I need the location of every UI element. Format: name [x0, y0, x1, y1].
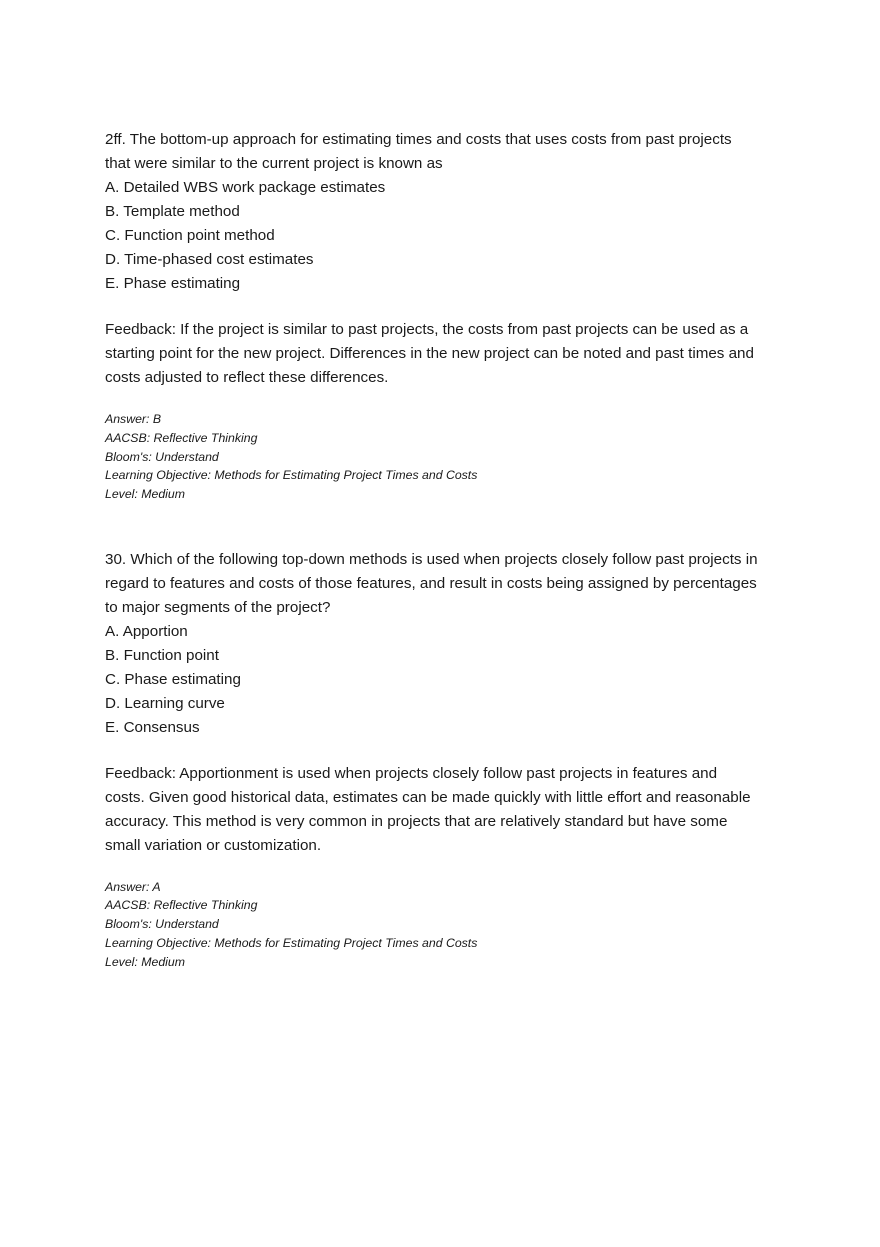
metadata-aacsb: AACSB: Reflective Thinking [105, 898, 258, 913]
answer-option: E. Phase estimating [105, 275, 241, 293]
spacer [105, 858, 758, 878]
answer-options-list [105, 620, 758, 740]
metadata-answer: Answer: B [105, 412, 162, 427]
question-block [105, 128, 758, 504]
answer-option: D. Learning curve [105, 694, 225, 712]
answer-option: A. Apportion [105, 622, 188, 640]
question-block [105, 548, 758, 972]
question-stem: 30. Which of the following top-down methods is used when projects closely follow past projects in regard to features and costs of those features, and result in costs being assigned by percentages to major segments of the project? [105, 550, 758, 616]
answer-option: D. Time-phased cost estimates [105, 251, 314, 269]
question-metadata [105, 410, 758, 503]
metadata-level: Level: Medium [105, 486, 185, 501]
metadata-learning-objective: Learning Objective: Methods for Estimating Project Times and Costs [105, 935, 478, 950]
spacer [105, 504, 758, 548]
spacer [105, 740, 758, 762]
question-metadata [105, 878, 758, 971]
metadata-level: Level: Medium [105, 954, 185, 969]
metadata-aacsb: AACSB: Reflective Thinking [105, 430, 258, 445]
metadata-bloom: Bloom's: Understand [105, 917, 219, 932]
spacer [105, 296, 758, 318]
question-feedback: Feedback: If the project is similar to past projects, the costs from past projects can be used as a starting point for the new project. Differences in the new project can be noted and past times and costs adjusted to reflect these differences. [105, 321, 754, 387]
answer-options-list [105, 176, 758, 296]
answer-option: E. Consensus [105, 718, 200, 736]
answer-option: C. Function point method [105, 227, 275, 245]
answer-option: B. Template method [105, 203, 240, 221]
metadata-answer: Answer: A [105, 879, 161, 894]
answer-option: B. Function point [105, 646, 219, 664]
question-stem: 2ff. The bottom-up approach for estimating times and costs that uses costs from past projects that were similar to the current project is known as [105, 131, 732, 173]
answer-option: A. Detailed WBS work package estimates [105, 179, 386, 197]
answer-option: C. Phase estimating [105, 670, 241, 688]
question-feedback: Feedback: Apportionment is used when projects closely follow past projects in features and costs. Given good historical data, estimates can be made quickly with little effort and reasonable accuracy. This method is very common in projects that are relatively standard but have some small variation or customization. [105, 764, 751, 854]
metadata-bloom: Bloom's: Understand [105, 449, 219, 464]
metadata-learning-objective: Learning Objective: Methods for Estimating Project Times and Costs [105, 468, 478, 483]
spacer [105, 390, 758, 410]
